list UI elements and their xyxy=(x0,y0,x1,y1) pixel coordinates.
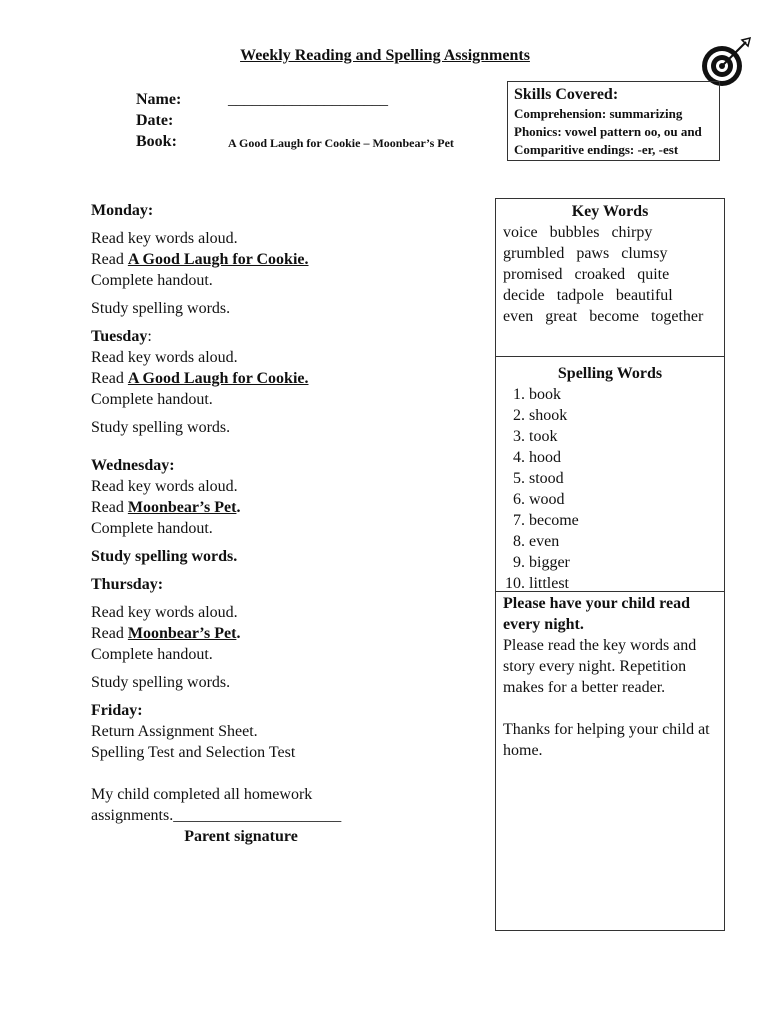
key-word: great xyxy=(545,308,578,325)
note-heading: Please have your child read every night. xyxy=(503,595,690,633)
wednesday-read-book: Read Moonbear’s Pet. xyxy=(91,499,241,516)
key-word: voice xyxy=(503,224,538,241)
parent-note xyxy=(496,592,724,762)
thursday-study: Study spelling words. xyxy=(91,674,231,691)
date-label: Date: xyxy=(136,112,174,129)
friday-label: Friday: xyxy=(91,702,143,719)
tuesday-label: Tuesday xyxy=(91,328,148,345)
note-body: Please read the key words and story every night. Repetition makes for a better reader. xyxy=(503,637,697,696)
key-word: tadpole xyxy=(556,287,604,304)
tuesday-read-key: Read key words aloud. xyxy=(91,349,238,366)
spelling-words-heading: Spelling Words xyxy=(557,365,663,382)
key-words-box xyxy=(496,199,724,357)
key-word: promised xyxy=(503,266,563,283)
daily-assignments: Monday: Read key words aloud. Read A Good Laugh for Cookie. Complete handout. Study spelling words. Tuesday: Read key words aloud. Read A Good Laugh for Cookie. Complete handout. Study spelling words. Wednesday: Read key words aloud. Read Moonbear’s Pet. Complete handout. Study spelling words. Thursday: Read key words aloud. Read Moonbear’s Pet. Complete handout. Study spelling words. Friday: Return Assignment Sheet. Spelling Test and Selection Test My child completed all homework assignments._____________________ Parent signature xyxy=(91,200,481,847)
key-word: become xyxy=(589,308,639,325)
monday-handout: Complete handout. xyxy=(91,272,213,289)
spelling-word: 1. book xyxy=(529,384,717,405)
spelling-word: 4. hood xyxy=(529,447,717,468)
spelling-word: 7. become xyxy=(529,510,717,531)
key-words-heading: Key Words xyxy=(571,203,649,220)
wednesday-label: Wednesday: xyxy=(91,457,175,474)
spelling-word: 6. wood xyxy=(529,489,717,510)
page-title: Weekly Reading and Spelling Assignments xyxy=(240,47,530,64)
monday-study: Study spelling words. xyxy=(91,300,231,317)
monday-read-key: Read key words aloud. xyxy=(91,230,238,247)
thursday-book: Moonbear’s Pet xyxy=(127,625,237,642)
tuesday-read-book: Read A Good Laugh for Cookie. xyxy=(91,370,309,387)
spelling-word: 8. even xyxy=(529,531,717,552)
completion-line1: My child completed all homework xyxy=(91,786,313,803)
spelling-word: 3. took xyxy=(529,426,717,447)
name-blank[interactable]: ____________________ xyxy=(228,91,388,108)
key-word: beautiful xyxy=(615,287,673,304)
skill-line: Comparitive endings: -er, -est xyxy=(514,142,679,157)
key-word: chirpy xyxy=(611,224,653,241)
info-column xyxy=(495,198,725,931)
spelling-word: 10. littlest xyxy=(529,573,717,594)
name-label: Name: xyxy=(136,91,182,108)
wednesday-book: Moonbear’s Pet xyxy=(127,499,237,516)
spelling-word: 2. shook xyxy=(529,405,717,426)
skill-line: Phonics: vowel pattern oo, ou and xyxy=(514,124,702,139)
key-word: even xyxy=(503,308,534,325)
key-word: quite xyxy=(637,266,670,283)
wednesday-study: Study spelling words. xyxy=(91,548,238,565)
thursday-read-book: Read Moonbear’s Pet. xyxy=(91,625,241,642)
tuesday-book: A Good Laugh for Cookie. xyxy=(127,370,309,387)
tuesday-handout: Complete handout. xyxy=(91,391,213,408)
note-thanks: Thanks for helping your child at home. xyxy=(503,721,710,759)
spelling-words-box xyxy=(496,357,724,592)
thursday-label: Thursday: xyxy=(91,576,164,593)
student-info xyxy=(136,89,454,152)
friday-line2: Spelling Test and Selection Test xyxy=(91,744,296,761)
monday-book: A Good Laugh for Cookie. xyxy=(127,251,309,268)
key-word: clumsy xyxy=(621,245,668,262)
key-word: paws xyxy=(576,245,610,262)
wednesday-handout: Complete handout. xyxy=(91,520,213,537)
key-word: decide xyxy=(503,287,545,304)
monday-label: Monday: xyxy=(91,202,154,219)
thursday-read-key: Read key words aloud. xyxy=(91,604,238,621)
monday-read-book: Read A Good Laugh for Cookie. xyxy=(91,251,309,268)
key-word: together xyxy=(650,308,704,325)
key-word: bubbles xyxy=(549,224,600,241)
skills-heading: Skills Covered: xyxy=(514,86,619,103)
tuesday-study: Study spelling words. xyxy=(91,419,231,436)
spelling-words-list xyxy=(503,384,717,594)
thursday-handout: Complete handout. xyxy=(91,646,213,663)
wednesday-read-key: Read key words aloud. xyxy=(91,478,238,495)
parent-signature-label: Parent signature xyxy=(184,828,298,845)
skills-box xyxy=(507,81,720,161)
friday-line1: Return Assignment Sheet. xyxy=(91,723,258,740)
completion-line2[interactable]: assignments._____________________ xyxy=(91,807,342,824)
book-value: A Good Laugh for Cookie – Moonbear’s Pet xyxy=(228,136,454,150)
book-label: Book: xyxy=(136,133,177,150)
skill-line: Comprehension: summarizing xyxy=(514,106,683,121)
key-word: croaked xyxy=(574,266,626,283)
key-word: grumbled xyxy=(503,245,565,262)
key-words-list xyxy=(503,222,717,327)
spelling-word: 9. bigger xyxy=(529,552,717,573)
spelling-word: 5. stood xyxy=(529,468,717,489)
